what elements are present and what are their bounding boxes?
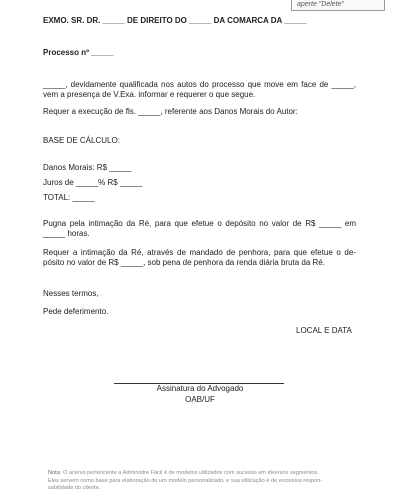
interest-line: Juros de _____% R$ _____ [43,178,143,187]
deposit-line-2: _____ horas. [43,229,90,238]
seizure-paragraph [43,248,356,268]
place-and-date: LOCAL E DATA [296,326,352,335]
execution-request: Requer a execução de fls. _____, referente aos Danos Morais do Autor: [43,107,298,116]
note-line-2: Eles servem como base para elaboração de um modelo personalizado, e sua utilização é de exclusiva respon- [48,477,323,484]
oab-label: OAB/UF [185,395,215,404]
intro-line-1: _____, devidamente qualificada nos autos do processo que move em face de _____, [43,80,356,89]
delete-hint-box: aperte "Delete" [291,0,385,11]
court-header: EXMO. SR. DR. _____ DE DIREITO DO _____ DA COMARCA DA _____ [43,16,307,25]
note-label: Nota: [48,470,62,476]
note-line-1: O acervo pertencente a Administre Fácil é de modelos utilizados com sucesso em diversos segmentos. [62,470,319,476]
seizure-line-2: pósito no valor de R$ _____, sob pena de penhora da renda diária bruta da Ré. [43,258,325,267]
lawyer-signature-label: Assinatura do Advogado [156,384,244,393]
process-number: Processo nº _____ [43,48,114,57]
closing-terms: Nesses termos, [43,289,99,298]
calculation-base-heading: BASE DE CÁLCULO: [43,136,120,145]
moral-damages-line: Danos Morais: R$ _____ [43,163,132,172]
disclaimer-note [48,470,356,493]
closing-request: Pede deferimento. [43,307,109,316]
intro-line-2: vem a presença de V.Exa. informar e requerer o que segue. [43,90,256,99]
deposit-line-1: Pugna pela intimação da Ré, para que efetue o depósito no valor de R$ _____ em [43,219,356,228]
deposit-paragraph [43,219,356,239]
seizure-line-1: Requer a intimação da Ré, através de mandado de penhora, para que efetue o de- [43,248,356,257]
intro-paragraph [43,80,356,100]
total-line: TOTAL: _____ [43,193,95,202]
note-line-3: sabilidade do cliente. [48,485,101,491]
